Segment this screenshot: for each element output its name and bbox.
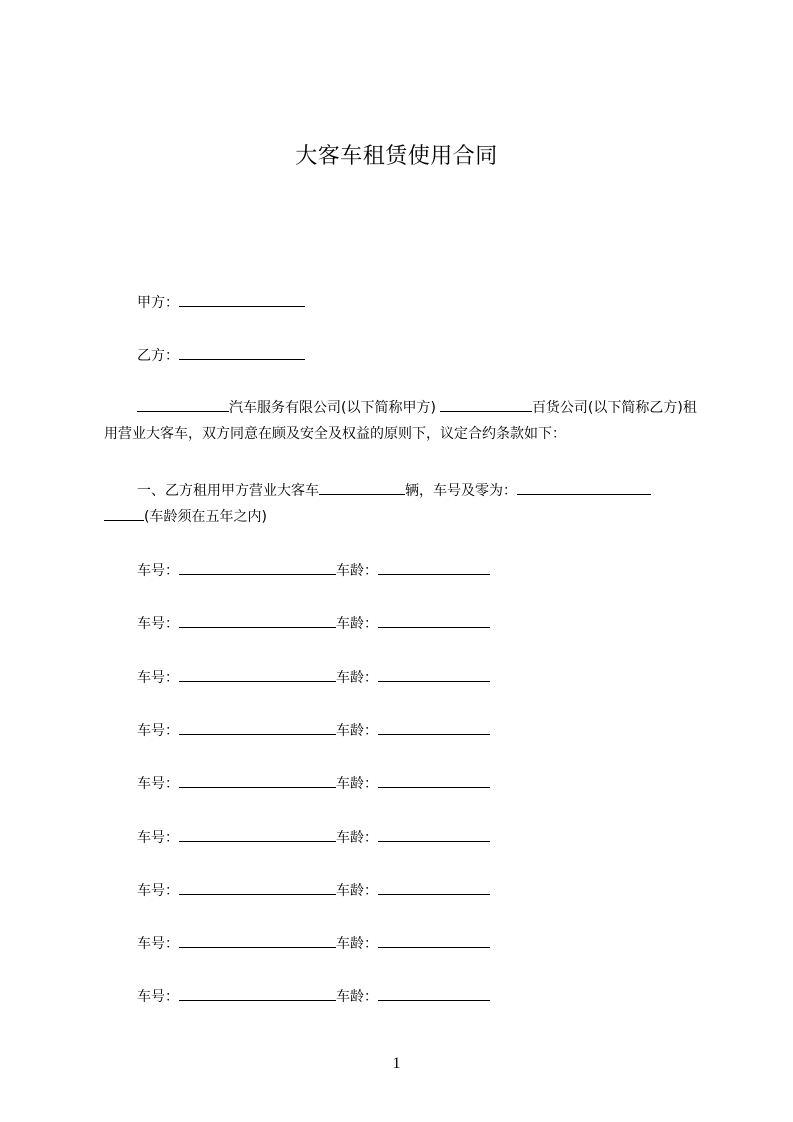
party-a-label: 甲方： bbox=[137, 295, 179, 311]
vehicle-row bbox=[137, 986, 490, 1007]
plate-list-blank-cont bbox=[104, 506, 144, 521]
age-blank bbox=[378, 613, 490, 628]
plate-blank bbox=[179, 880, 336, 895]
intro-paragraph bbox=[104, 395, 704, 447]
plate-label: 车号： bbox=[137, 563, 179, 579]
party-a-line bbox=[137, 292, 305, 313]
plate-list-blank bbox=[517, 480, 651, 495]
age-label: 车龄： bbox=[336, 830, 378, 846]
plate-blank bbox=[179, 667, 336, 682]
age-label: 车龄： bbox=[336, 616, 378, 632]
company-a-blank bbox=[137, 397, 229, 412]
age-label: 车龄： bbox=[336, 670, 378, 686]
vehicle-row bbox=[137, 827, 490, 848]
plate-label: 车号： bbox=[137, 936, 179, 952]
plate-blank bbox=[179, 773, 336, 788]
clause-1-text-3: (车龄须在五年之内) bbox=[144, 509, 267, 525]
age-blank bbox=[378, 560, 490, 575]
clause-1-text-1: 一、乙方租用甲方营业大客车 bbox=[137, 483, 319, 499]
intro-text-1: 汽车服务有限公司(以下简称甲方) bbox=[229, 400, 436, 416]
plate-blank bbox=[179, 933, 336, 948]
plate-blank bbox=[179, 827, 336, 842]
age-label: 车龄： bbox=[336, 989, 378, 1005]
clause-1-paragraph bbox=[104, 478, 704, 530]
plate-blank bbox=[179, 720, 336, 735]
vehicle-row bbox=[137, 880, 490, 901]
vehicle-count-blank bbox=[319, 480, 405, 495]
vehicle-row bbox=[137, 720, 490, 741]
age-blank bbox=[378, 720, 490, 735]
plate-label: 车号： bbox=[137, 883, 179, 899]
party-b-label: 乙方： bbox=[137, 348, 179, 364]
age-blank bbox=[378, 827, 490, 842]
plate-blank bbox=[179, 613, 336, 628]
party-b-line bbox=[137, 345, 305, 366]
party-a-blank bbox=[179, 292, 305, 307]
clause-1-text-2: 辆，车号及零为： bbox=[405, 483, 517, 499]
plate-label: 车号： bbox=[137, 830, 179, 846]
intro-text-2: 百货公司(以下简称乙方)租用营业大客车，双方同意在顾及安全及权益的原则下，议定合约条款如下： bbox=[104, 400, 697, 442]
age-blank bbox=[378, 986, 490, 1001]
age-label: 车龄： bbox=[336, 723, 378, 739]
plate-blank bbox=[179, 986, 336, 1001]
plate-label: 车号： bbox=[137, 989, 179, 1005]
age-label: 车龄： bbox=[336, 563, 378, 579]
age-blank bbox=[378, 667, 490, 682]
age-label: 车龄： bbox=[336, 883, 378, 899]
company-b-blank bbox=[440, 397, 532, 412]
age-label: 车龄： bbox=[336, 776, 378, 792]
age-label: 车龄： bbox=[336, 936, 378, 952]
age-blank bbox=[378, 880, 490, 895]
age-blank bbox=[378, 933, 490, 948]
page-number: 1 bbox=[392, 1055, 401, 1072]
vehicle-row bbox=[137, 560, 490, 581]
age-blank bbox=[378, 773, 490, 788]
plate-blank bbox=[179, 560, 336, 575]
party-b-blank bbox=[179, 345, 305, 360]
plate-label: 车号： bbox=[137, 616, 179, 632]
vehicle-row bbox=[137, 613, 490, 634]
plate-label: 车号： bbox=[137, 723, 179, 739]
plate-label: 车号： bbox=[137, 670, 179, 686]
vehicle-row bbox=[137, 667, 490, 688]
vehicle-row bbox=[137, 933, 490, 954]
document-title: 大客车租赁使用合同 bbox=[295, 144, 498, 169]
plate-label: 车号： bbox=[137, 776, 179, 792]
vehicle-row bbox=[137, 773, 490, 794]
